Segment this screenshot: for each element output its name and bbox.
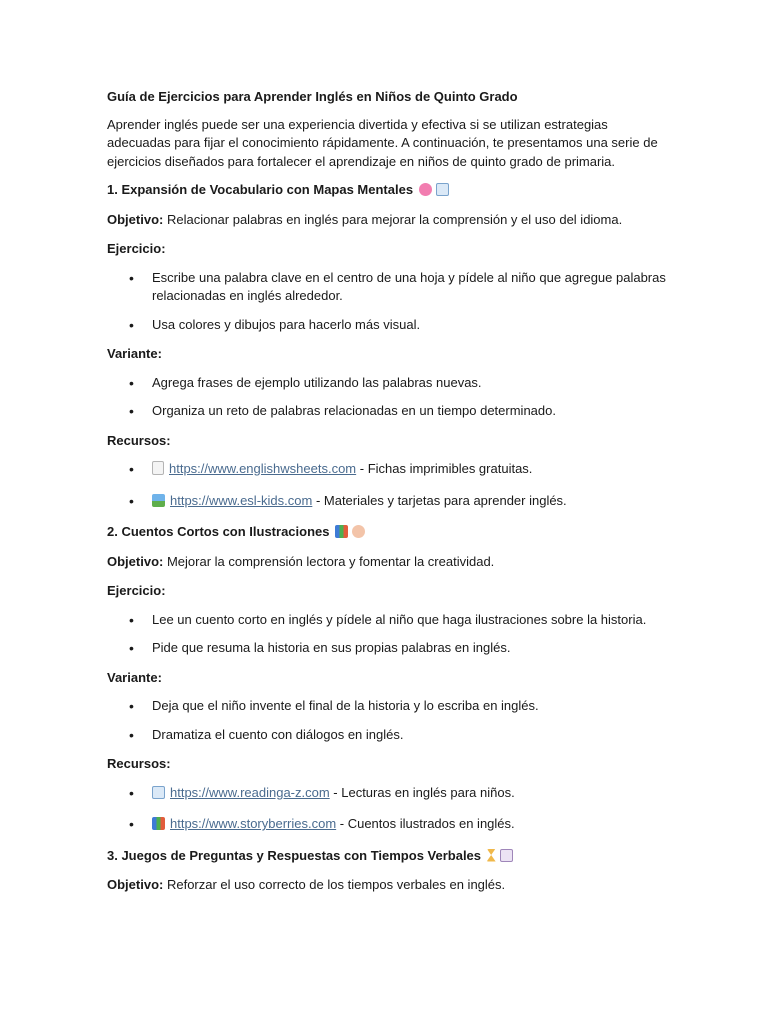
intro-paragraph: Aprender inglés puede ser una experiencia divertida y efectiva si se utilizan estrategias adecuadas para fijar el conocimiento rápidamente. A continuación, te presentamos una serie de ejercicios diseñados para fortalecer el aprendizaje en niños de quinto grado de primaria. bbox=[107, 116, 658, 169]
section-1-exercise-list bbox=[107, 269, 667, 335]
picture-icon bbox=[152, 494, 165, 507]
list-item bbox=[107, 316, 667, 335]
books-icon bbox=[152, 817, 165, 830]
section-1-heading-text: 1. Expansión de Vocabulario con Mapas Mentales bbox=[107, 182, 414, 197]
resource-item bbox=[107, 460, 667, 479]
objective-text: Mejorar la comprensión lectora y fomentar la creatividad. bbox=[166, 553, 495, 569]
resource-description: - Fichas imprimibles gratuitas. bbox=[356, 461, 533, 476]
section-1-resources-list bbox=[107, 460, 667, 510]
page-icon bbox=[152, 461, 164, 475]
resource-link[interactable]: https://www.englishwsheets.com bbox=[169, 461, 357, 476]
variant-label: Variante: bbox=[107, 346, 162, 361]
section-3-objective bbox=[107, 876, 667, 895]
bullet-icon: • bbox=[129, 784, 134, 801]
section-1-variant-list bbox=[107, 374, 667, 421]
resource-item bbox=[107, 815, 667, 834]
list-item bbox=[107, 726, 667, 745]
books-icon bbox=[335, 525, 348, 538]
resource-description: - Materiales y tarjetas para aprender inglés. bbox=[312, 492, 567, 508]
list-item-text: Escribe una palabra clave en el centro de una hoja y pídele al niño que agregue palabras relacionadas en inglés alrededor. bbox=[152, 269, 666, 303]
list-item bbox=[107, 697, 667, 716]
hourglass-icon bbox=[487, 849, 496, 862]
bullet-icon: • bbox=[129, 698, 134, 714]
section-1-heading bbox=[107, 181, 667, 200]
section-1-objective bbox=[107, 211, 667, 230]
palette-icon bbox=[352, 525, 365, 538]
list-item-text: Organiza un reto de palabras relacionadas en un tiempo determinado. bbox=[152, 403, 556, 418]
document-title: Guía de Ejercicios para Aprender Inglés en Niños de Quinto Grado bbox=[107, 89, 518, 104]
list-item-text: Deja que el niño invente el final de la historia y lo escriba en inglés. bbox=[152, 698, 539, 713]
section-2-heading bbox=[107, 523, 667, 542]
bullet-icon: • bbox=[129, 461, 134, 477]
list-item-text: Lee un cuento corto en inglés y pídele al niño que haga ilustraciones sobre la historia. bbox=[152, 611, 647, 627]
list-item-text: Agrega frases de ejemplo utilizando las palabras nuevas. bbox=[152, 374, 482, 390]
list-item bbox=[107, 611, 667, 630]
bullet-icon: • bbox=[129, 611, 134, 628]
list-item bbox=[107, 269, 667, 306]
objective-label: Objetivo: bbox=[107, 211, 164, 227]
resource-link[interactable]: https://www.esl-kids.com bbox=[170, 492, 313, 508]
list-item bbox=[107, 639, 667, 658]
bullet-icon: • bbox=[129, 374, 134, 391]
resources-label: Recursos: bbox=[107, 432, 171, 448]
brain-icon bbox=[419, 183, 432, 196]
resource-description: - Lecturas en inglés para niños. bbox=[329, 784, 515, 800]
resource-description: - Cuentos ilustrados en inglés. bbox=[336, 816, 515, 831]
list-item-text: Usa colores y dibujos para hacerlo más visual. bbox=[152, 316, 421, 332]
exercise-label: Ejercicio: bbox=[107, 583, 166, 598]
resource-link[interactable]: https://www.readinga-z.com bbox=[170, 784, 330, 800]
resource-item bbox=[107, 492, 667, 511]
bullet-icon: • bbox=[129, 816, 134, 832]
list-item-text: Pide que resuma la historia en sus propias palabras en inglés. bbox=[152, 640, 511, 655]
bullet-icon: • bbox=[129, 316, 134, 333]
bullet-icon: • bbox=[129, 403, 134, 419]
bullet-icon: • bbox=[129, 640, 134, 656]
objective-label: Objetivo: bbox=[107, 877, 164, 892]
objective-text: Reforzar el uso correcto de los tiempos verbales en inglés. bbox=[166, 877, 506, 892]
section-2-objective bbox=[107, 553, 667, 572]
section-2-variant-list bbox=[107, 697, 667, 744]
document-page bbox=[107, 88, 667, 906]
list-item bbox=[107, 402, 667, 421]
open-book-icon bbox=[152, 786, 165, 799]
variant-label: Variante: bbox=[107, 669, 162, 685]
section-3-heading bbox=[107, 847, 667, 866]
bullet-icon: • bbox=[129, 726, 134, 743]
bullet-icon: • bbox=[129, 492, 134, 509]
bullet-icon: • bbox=[129, 269, 134, 286]
section-2-resources-list bbox=[107, 784, 667, 834]
exercise-label: Ejercicio: bbox=[107, 241, 166, 256]
resources-label: Recursos: bbox=[107, 756, 171, 771]
section-2-heading-text: 2. Cuentos Cortos con Ilustraciones bbox=[107, 524, 330, 539]
open-book-icon bbox=[436, 183, 449, 196]
dice-icon bbox=[500, 849, 513, 862]
objective-label: Objetivo: bbox=[107, 553, 164, 569]
resource-link[interactable]: https://www.storyberries.com bbox=[170, 816, 337, 831]
section-3-heading-text: 3. Juegos de Preguntas y Respuestas con Tiempos Verbales bbox=[107, 847, 482, 863]
resource-item bbox=[107, 784, 667, 803]
section-2-exercise-list bbox=[107, 611, 667, 658]
list-item bbox=[107, 374, 667, 393]
list-item-text: Dramatiza el cuento con diálogos en inglés. bbox=[152, 726, 404, 742]
objective-text: Relacionar palabras en inglés para mejorar la comprensión y el uso del idioma. bbox=[166, 211, 623, 227]
